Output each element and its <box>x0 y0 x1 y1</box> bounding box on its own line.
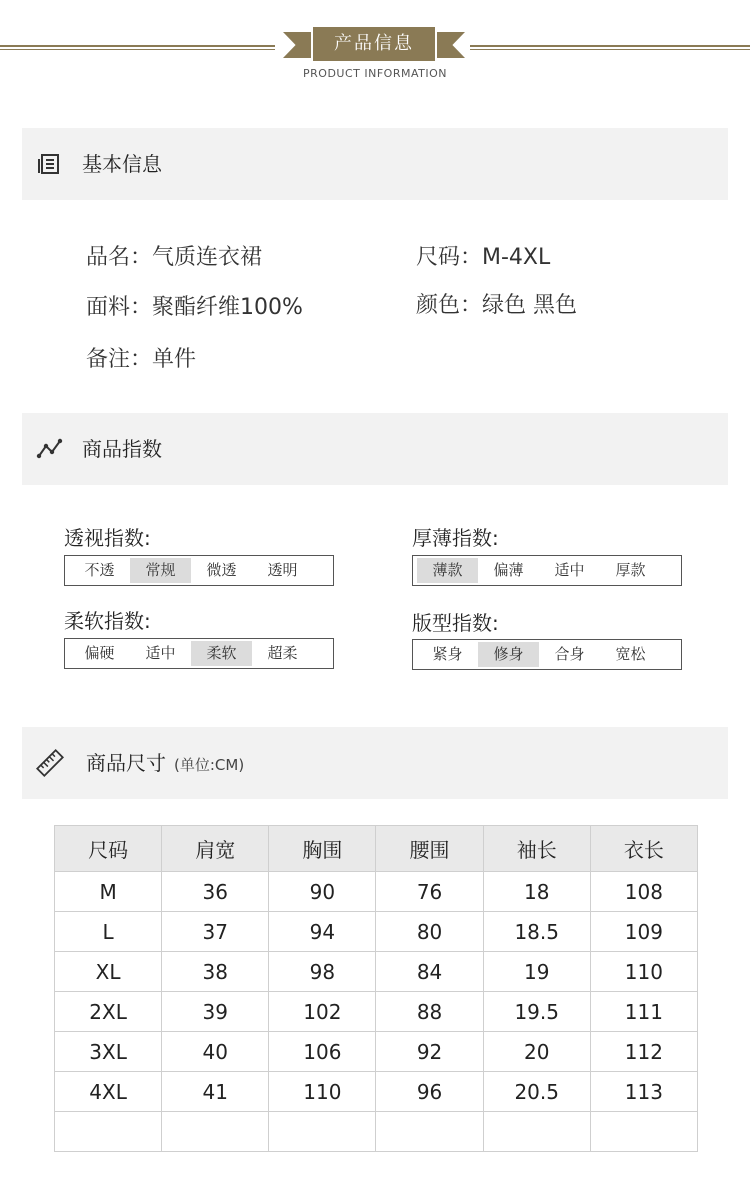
table-cell: 40 <box>162 1032 269 1072</box>
table-cell: 109 <box>590 912 697 952</box>
ruler-icon <box>36 749 64 777</box>
table-cell: 111 <box>590 992 697 1032</box>
header-rule-left-thin <box>0 49 275 50</box>
index-option: 适中 <box>145 644 176 662</box>
header-subtitle: PRODUCT INFORMATION <box>303 67 447 80</box>
table-cell: 90 <box>269 872 376 912</box>
column-header: 肩宽 <box>162 826 269 872</box>
field-name: 品名：气质连衣裙 <box>86 245 263 270</box>
index-label-softness: 柔软指数: <box>64 609 151 633</box>
document-icon <box>36 150 64 178</box>
product-info-header <box>0 0 750 95</box>
trend-line-icon <box>36 435 64 463</box>
table-cell: XL <box>55 952 162 992</box>
index-scale-thickness <box>412 555 682 586</box>
table-cell <box>269 1112 376 1152</box>
table-cell: 96 <box>376 1072 483 1112</box>
index-option: 超柔 <box>267 644 298 662</box>
section-title <box>86 727 244 801</box>
index-label-fit: 版型指数: <box>412 611 499 635</box>
table-cell: 18.5 <box>483 912 590 952</box>
table-cell: M <box>55 872 162 912</box>
index-option: 偏薄 <box>493 561 524 579</box>
table-cell: 110 <box>590 952 697 992</box>
field-fabric: 面料：聚酯纤维100% <box>86 295 303 320</box>
table-row <box>55 1032 698 1072</box>
table-cell <box>590 1112 697 1152</box>
table-cell: 94 <box>269 912 376 952</box>
table-row <box>55 912 698 952</box>
table-cell: 108 <box>590 872 697 912</box>
index-option-selected: 常规 <box>130 558 191 583</box>
table-cell: 18 <box>483 872 590 912</box>
column-header: 尺码 <box>55 826 162 872</box>
column-header: 胸围 <box>269 826 376 872</box>
index-option: 宽松 <box>615 645 646 663</box>
index-option: 合身 <box>554 645 585 663</box>
table-row <box>55 872 698 912</box>
index-option: 微透 <box>206 561 237 579</box>
index-scale-fit <box>412 639 682 670</box>
index-option-selected: 薄款 <box>417 558 478 583</box>
section-product-index <box>22 413 728 485</box>
table-cell <box>55 1112 162 1152</box>
table-cell: 20.5 <box>483 1072 590 1112</box>
table-cell: 102 <box>269 992 376 1032</box>
table-cell: 88 <box>376 992 483 1032</box>
column-header: 衣长 <box>590 826 697 872</box>
table-cell: 39 <box>162 992 269 1032</box>
table-row <box>55 1072 698 1112</box>
table-cell <box>483 1112 590 1152</box>
index-option-selected: 柔软 <box>191 641 252 666</box>
index-label-thickness: 厚薄指数: <box>412 526 499 550</box>
table-cell: 113 <box>590 1072 697 1112</box>
table-cell: 2XL <box>55 992 162 1032</box>
index-scale-softness <box>64 638 334 669</box>
index-option: 厚款 <box>615 561 646 579</box>
table-cell <box>162 1112 269 1152</box>
index-option: 不透 <box>84 561 115 579</box>
header-rule-right <box>470 45 750 47</box>
table-row-empty <box>55 1112 698 1152</box>
table-cell: L <box>55 912 162 952</box>
index-option: 透明 <box>267 561 298 579</box>
table-cell: 4XL <box>55 1072 162 1112</box>
table-cell: 3XL <box>55 1032 162 1072</box>
table-cell: 98 <box>269 952 376 992</box>
table-cell: 37 <box>162 912 269 952</box>
table-cell: 36 <box>162 872 269 912</box>
ribbon-tail-right <box>437 32 465 58</box>
header-rule-right-thin <box>470 49 750 50</box>
table-cell <box>376 1112 483 1152</box>
section-title: 商品指数 <box>82 437 162 461</box>
table-cell: 76 <box>376 872 483 912</box>
table-cell: 106 <box>269 1032 376 1072</box>
table-cell: 112 <box>590 1032 697 1072</box>
table-cell: 110 <box>269 1072 376 1112</box>
index-option-selected: 修身 <box>478 642 539 667</box>
index-label-transparency: 透视指数: <box>64 526 151 550</box>
section-basic-info <box>22 128 728 200</box>
column-header: 袖长 <box>483 826 590 872</box>
table-cell: 92 <box>376 1032 483 1072</box>
field-note: 备注：单件 <box>86 347 197 372</box>
section-title: 基本信息 <box>82 152 162 176</box>
index-option: 适中 <box>554 561 585 579</box>
field-color: 颜色：绿色 黑色 <box>416 293 577 318</box>
table-row <box>55 992 698 1032</box>
size-table <box>54 825 698 1152</box>
section-title-text: 商品尺寸 <box>86 751 166 775</box>
header-rule-left <box>0 45 275 47</box>
index-option: 紧身 <box>432 645 463 663</box>
table-cell: 80 <box>376 912 483 952</box>
table-cell: 41 <box>162 1072 269 1112</box>
index-option: 偏硬 <box>84 644 115 662</box>
index-scale-transparency <box>64 555 334 586</box>
ribbon-tail-left <box>283 32 311 58</box>
table-cell: 20 <box>483 1032 590 1072</box>
table-cell: 19 <box>483 952 590 992</box>
section-product-size <box>22 727 728 799</box>
table-header-row <box>55 826 698 872</box>
table-cell: 84 <box>376 952 483 992</box>
table-cell: 19.5 <box>483 992 590 1032</box>
field-size: 尺码：M-4XL <box>416 245 551 270</box>
header-title: 产品信息 <box>313 27 435 61</box>
table-cell: 38 <box>162 952 269 992</box>
table-row <box>55 952 698 992</box>
column-header: 腰围 <box>376 826 483 872</box>
unit-label: (单位:CM) <box>174 756 245 774</box>
